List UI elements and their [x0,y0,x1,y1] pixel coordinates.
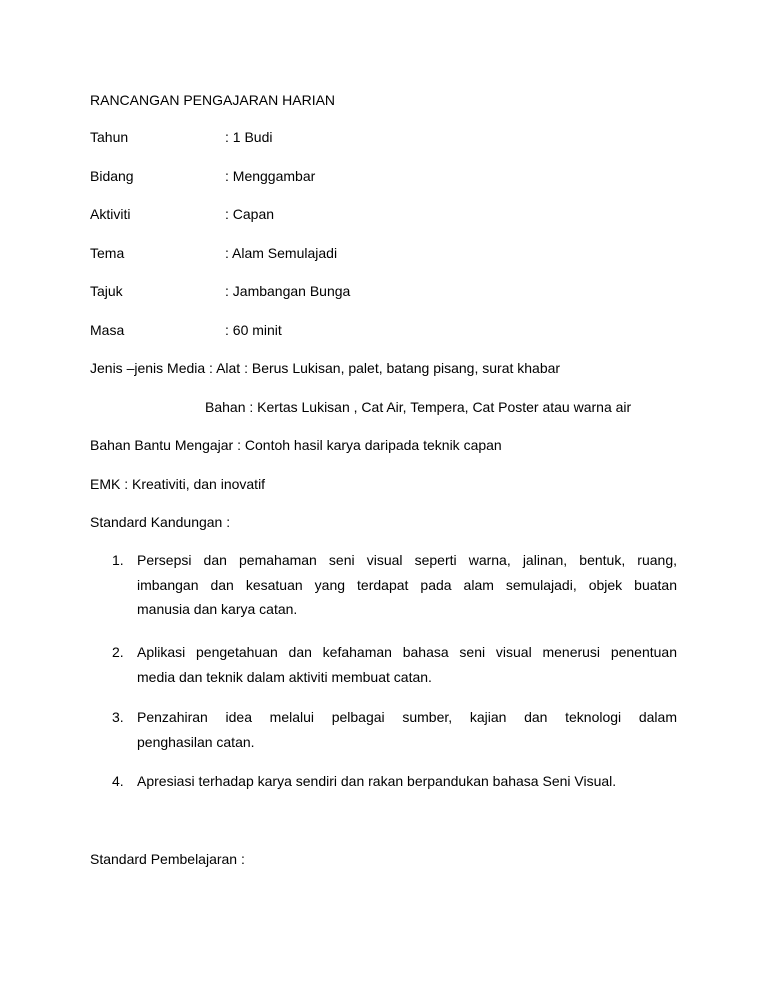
list-item [137,705,677,754]
standard-kandungan-heading: Standard Kandungan : [90,514,231,530]
field-label-masa: Masa [90,322,125,338]
media-line-bahan: Bahan : Kertas Lukisan , Cat Air, Tempera, Cat Poster atau warna air [205,399,632,415]
field-value-bidang: : Menggambar [225,168,316,184]
media-line-alat: Jenis –jenis Media : Alat : Berus Lukisan, palet, batang pisang, surat khabar [90,360,561,376]
bahan-bantu-mengajar: Bahan Bantu Mengajar : Contoh hasil karya daripada teknik capan [90,437,502,453]
list-item-line: Apresiasi terhadap karya sendiri dan rakan berpandukan bahasa Seni Visual. [137,773,617,789]
field-value-tema: : Alam Semulajadi [225,245,338,261]
field-label-tajuk: Tajuk [90,283,123,299]
list-item-number: 4. [112,773,124,789]
field-label-tema: Tema [90,245,125,261]
field-label-bidang: Bidang [90,168,134,184]
list-item-line: penghasilan catan. [137,733,255,750]
emk-line: EMK : Kreativiti, dan inovatif [90,476,266,492]
list-item-line: imbangan dan kesatuan yang terdapat pada alam semulajadi, objek buatan [137,576,677,593]
list-item-line: manusia dan karya catan. [137,601,298,617]
document-title: RANCANGAN PENGAJARAN HARIAN [90,92,336,108]
field-label-aktiviti: Aktiviti [90,206,131,222]
list-item [137,548,677,622]
list-item-number: 3. [112,709,124,725]
list-item-number: 1. [112,552,124,568]
field-value-aktiviti: : Capan [225,206,275,222]
field-label-tahun: Tahun [90,129,129,145]
list-item-line: Aplikasi pengetahuan dan kefahaman bahasa seni visual menerusi penentuan [137,644,677,660]
field-value-tahun: : 1 Budi [225,129,273,145]
list-item [137,640,677,689]
standard-pembelajaran-heading: Standard Pembelajaran : [90,851,245,867]
list-item [137,769,677,794]
list-item-line: Penzahiran idea melalui pelbagai sumber, kajian dan teknologi dalam [137,709,677,725]
list-item-number: 2. [112,644,124,660]
list-item-line: Persepsi dan pemahaman seni visual seperti warna, jalinan, bentuk, ruang, [137,552,677,568]
field-value-tajuk: : Jambangan Bunga [225,283,351,299]
field-value-masa: : 60 minit [225,322,282,338]
list-item-line: media dan teknik dalam aktiviti membuat catan. [137,668,432,685]
